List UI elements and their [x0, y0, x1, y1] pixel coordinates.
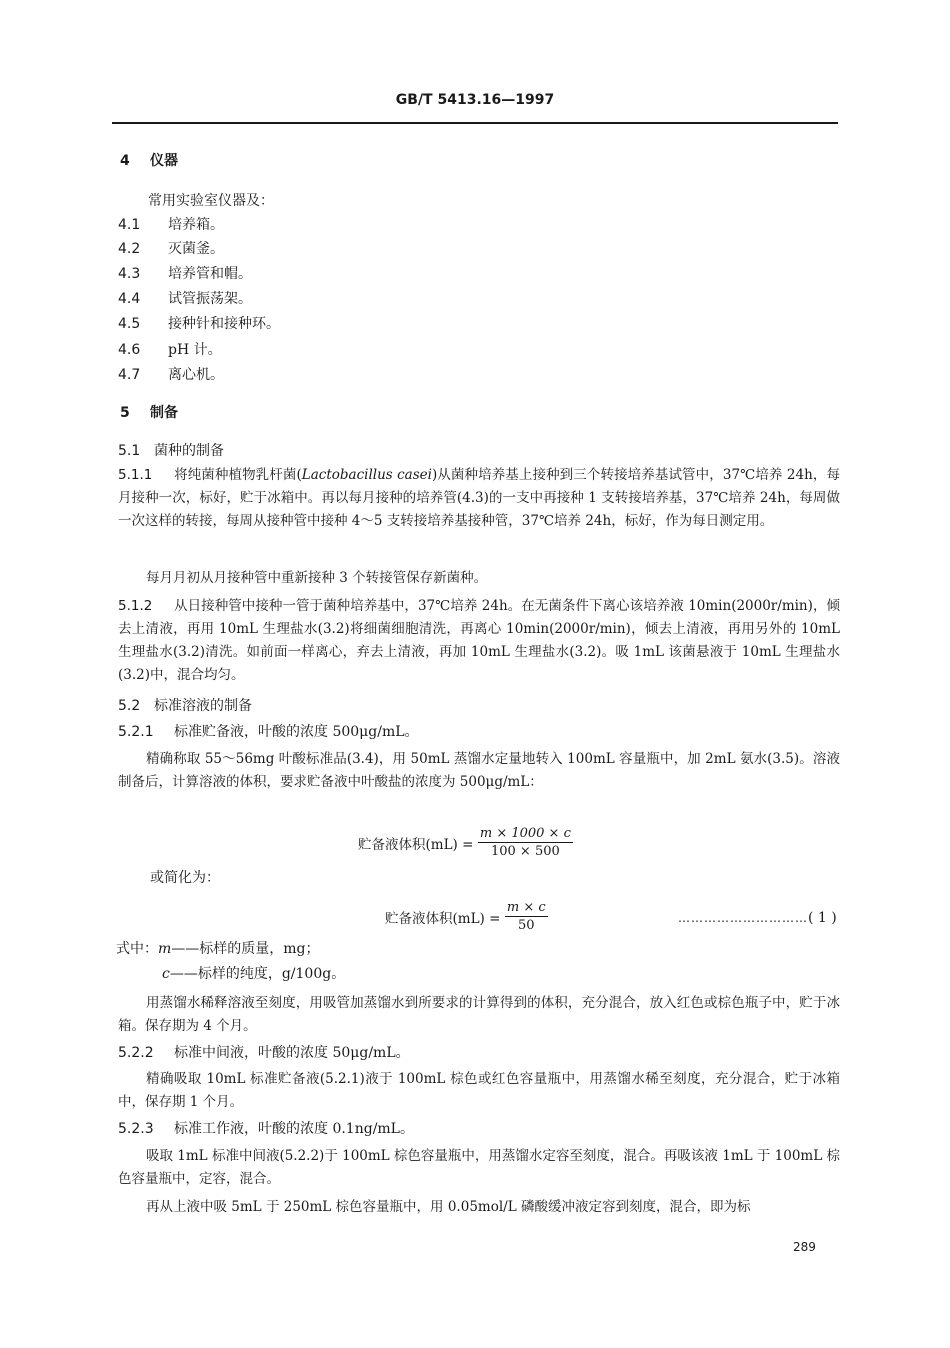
- equation-label: 贮备液体积(mL) =: [385, 910, 501, 927]
- equation-1: [385, 900, 548, 933]
- section-number: 5: [120, 405, 130, 421]
- list-item: [118, 214, 224, 234]
- item-number: 4.6: [118, 342, 141, 358]
- fraction-denominator: 50: [517, 918, 535, 933]
- item-number: 4.4: [118, 291, 141, 307]
- equation-index: ( 1 ): [808, 910, 837, 926]
- section-title: 制备: [150, 405, 178, 421]
- item-number: 4.2: [118, 241, 141, 257]
- subsection-5-2: [118, 695, 252, 715]
- subsection-title: 菌种的制备: [154, 443, 224, 459]
- subsection-number: 5.1: [118, 443, 141, 459]
- subsection-number: 5.2.3: [118, 1121, 154, 1137]
- paragraph-5-2-2: 精确吸取 10mL 标准贮备液(5.2.1)液于 100mL 棕色或红色容量瓶中，用蒸馏水稀至刻度，充分混合，贮于冰箱中，保存期 1 个月。: [118, 1071, 840, 1110]
- subsection-5-2-1: [118, 721, 419, 741]
- latin-name: Lactobacillus casei: [301, 467, 432, 483]
- paragraph-text: 将纯菌种植物乳杆菌(: [174, 467, 302, 483]
- subsection-title: 标准溶液的制备: [154, 698, 252, 714]
- subsection-number: 5.1.2: [118, 598, 153, 614]
- leader-dots: …………………………: [678, 911, 808, 925]
- paragraph-5-2-1-storage: 用蒸馏水稀释溶液至刻度，用吸管加蒸馏水到所要求的计算得到的体积，充分混合，放入红色或棕色瓶子中，贮于冰箱。保存期为 4 个月。: [118, 995, 840, 1034]
- subsection-title: 标准工作液，叶酸的浓度 0.1ng/mL。: [174, 1121, 414, 1137]
- list-item: [118, 238, 224, 258]
- symbol-c: c: [162, 966, 170, 982]
- fraction-numerator: m × 1000 × c: [479, 826, 571, 841]
- equation-fraction: [478, 826, 573, 859]
- paragraph-5-1-2: [118, 595, 840, 687]
- subsection-title: 标准贮备液，叶酸的浓度 500μg/mL。: [174, 724, 419, 740]
- paragraph-5-2-3: 吸取 1mL 标准中间液(5.2.2)于 100mL 棕色容量瓶中，用蒸馏水定容至刻度，混合。再吸该液 1mL 于 100mL 棕色容量瓶中，定容，混合。: [118, 1148, 840, 1187]
- section-4-intro: 常用实验室仪器及：: [148, 193, 274, 209]
- equation-number: [678, 910, 837, 926]
- item-text: 培养管和帽。: [168, 266, 252, 282]
- item-text: pH 计。: [168, 342, 222, 358]
- item-number: 4.1: [118, 217, 141, 233]
- page-number: 289: [793, 1240, 816, 1254]
- item-text: 接种针和接种环。: [168, 316, 280, 332]
- paragraph-text: 从日接种管中接种一管于菌种培养基中，37℃培养 24h。在无菌条件下离心该培养液 10min(2000r/min)，倾去上清液，再用 10mL 生理盐水(3.2)将细菌细胞清洗，再离心 10min(2000r/min)，倾去上清液，再用另外的 10mL 生理盐水(3.2)清洗。如前面一样离心，弃去上清液，再加 10mL 生理盐水(3.2)。吸 1mL 该菌悬液于 10mL 生理盐水(3.2)中，混合均匀。: [118, 598, 840, 683]
- subsection-number: 5.2: [118, 698, 141, 714]
- section-5-heading: [120, 402, 178, 422]
- item-text: 灭菌釜。: [168, 241, 224, 257]
- item-text: 试管振荡架。: [168, 291, 252, 307]
- simplify-text: 或简化为：: [150, 870, 220, 886]
- section-title: 仪器: [150, 153, 178, 169]
- list-item: [118, 364, 224, 384]
- equation-1a: [358, 826, 573, 859]
- item-text: 培养箱。: [168, 217, 224, 233]
- subsection-number: 5.2.2: [118, 1045, 154, 1061]
- where-label: 式中：: [116, 941, 158, 957]
- list-item: [118, 313, 280, 333]
- fraction-numerator: m × c: [506, 900, 546, 915]
- paragraph-5-1-1-note: 每月月初从月接种管中重新接种 3 个转接管保存新菌种。: [146, 570, 488, 586]
- where-c-text: ——标样的纯度，g/100g。: [169, 966, 346, 982]
- equation-fraction: [505, 900, 548, 933]
- section-4-heading: [120, 150, 178, 170]
- list-item: [118, 339, 222, 359]
- list-item: [118, 288, 252, 308]
- where-m: [116, 938, 320, 958]
- where-c: [162, 963, 345, 983]
- subsection-5-2-2: [118, 1042, 410, 1062]
- subsection-number: 5.1.1: [118, 467, 153, 483]
- fraction-denominator: 100 × 500: [490, 844, 560, 859]
- paragraph-5-2-3-cont: 再从上液中吸 5mL 于 250mL 棕色容量瓶中，用 0.05mol/L 磷酸缓冲液定容到刻度，混合，即为标: [146, 1199, 751, 1215]
- equation-label: 贮备液体积(mL) =: [358, 836, 474, 853]
- list-item: [118, 263, 252, 283]
- subsection-5-2-3: [118, 1118, 414, 1138]
- item-number: 4.7: [118, 367, 141, 383]
- item-text: 离心机。: [168, 367, 224, 383]
- section-number: 4: [120, 153, 130, 169]
- item-number: 4.5: [118, 316, 141, 332]
- subsection-5-1: [118, 440, 224, 460]
- item-number: 4.3: [118, 266, 141, 282]
- paragraph-5-1-1: [118, 464, 840, 533]
- where-m-text: ——标样的质量，mg；: [171, 941, 320, 957]
- paragraph-text: )从菌种培养基上接种到三个转接培养基试管中，37℃培养 24h，每月接种一次，标好，贮于冰箱中。再以每月接种的培养管(4.3)的一支中再接种 1 支转接培养基，37℃培养 24h，每周做一次这样的转接，每周从接种管中接种 4～5 支转接培养基接种管，37℃培养 24h，标好，作为每日测定用。: [118, 467, 840, 529]
- paragraph-5-2-1: 精确称取 55～56mg 叶酸标准品(3.4)，用 50mL 蒸馏水定量地转入 100mL 容量瓶中，加 2mL 氨水(3.5)。溶液制备后，计算溶液的体积，要求贮备液中叶酸盐的浓度为 500μg/mL：: [118, 751, 840, 790]
- subsection-number: 5.2.1: [118, 724, 154, 740]
- subsection-title: 标准中间液，叶酸的浓度 50μg/mL。: [174, 1045, 410, 1061]
- header-rule: [112, 122, 838, 124]
- symbol-m: m: [158, 941, 172, 957]
- document-header: GB/T 5413.16—1997: [395, 92, 555, 108]
